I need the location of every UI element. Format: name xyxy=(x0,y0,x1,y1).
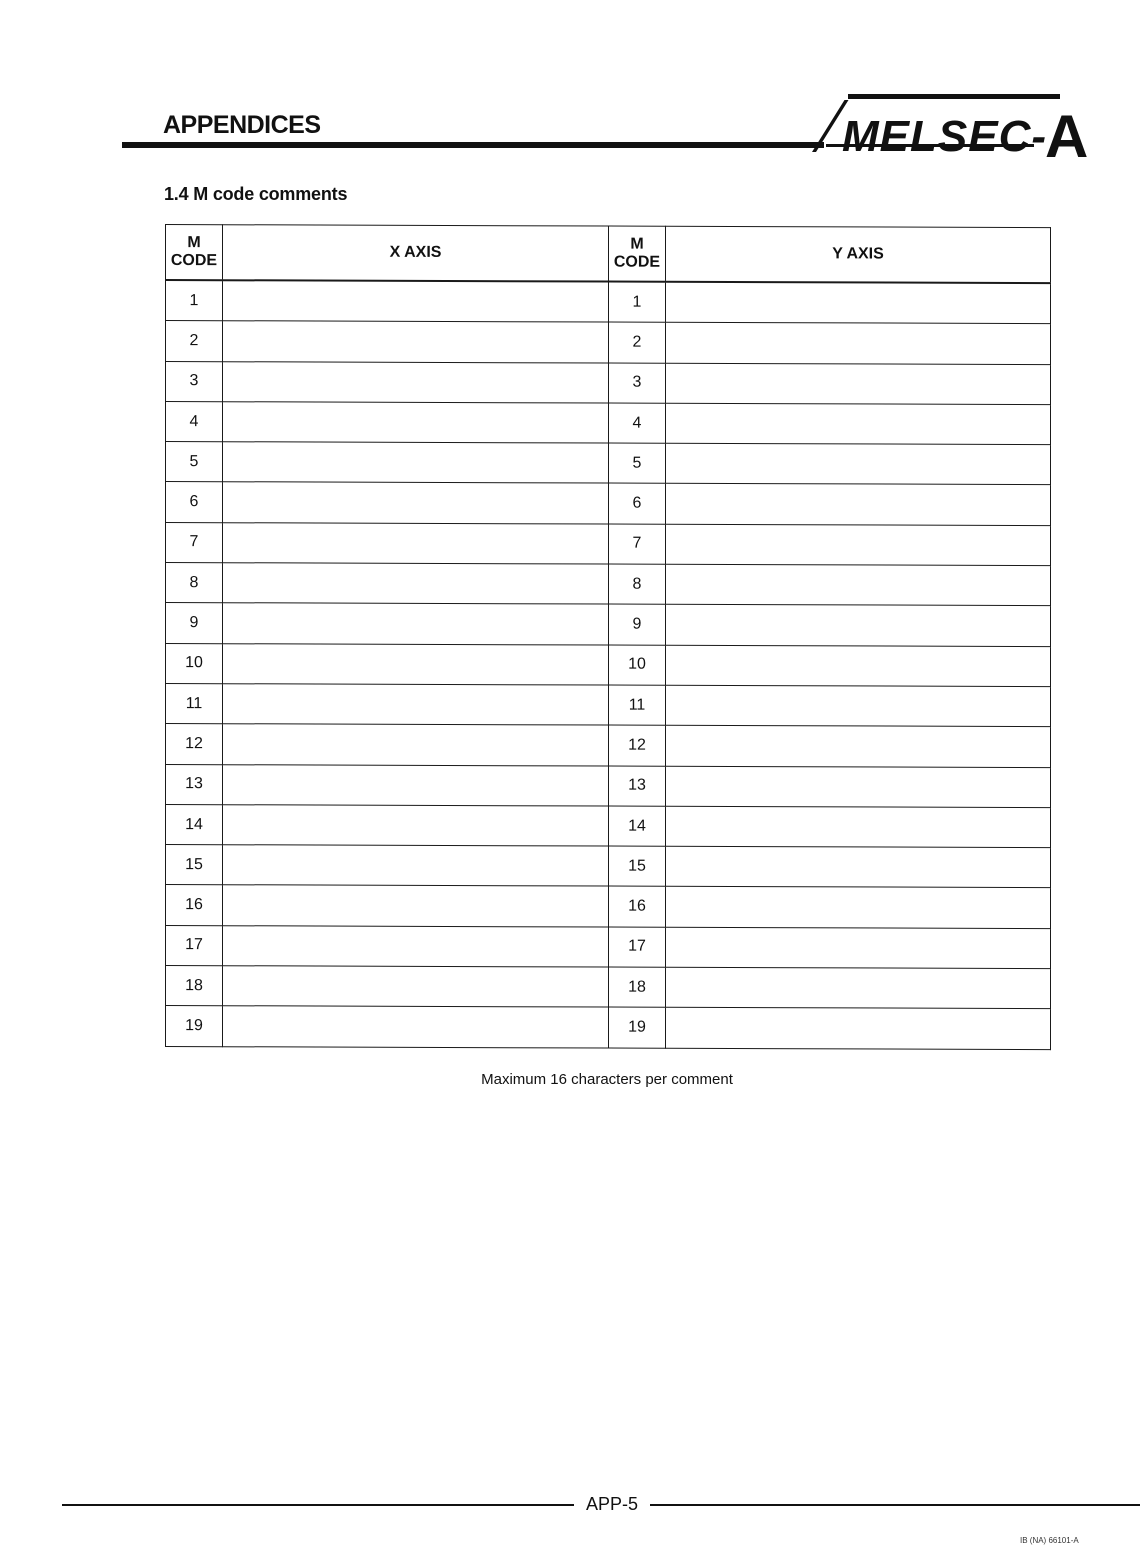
x-comment-cell[interactable] xyxy=(223,442,609,484)
y-comment-cell[interactable] xyxy=(666,927,1051,969)
table-row xyxy=(166,603,1051,646)
y-m-code-cell: 19 xyxy=(609,1007,666,1047)
x-comment-cell[interactable] xyxy=(223,361,609,403)
y-comment-cell[interactable] xyxy=(666,484,1051,526)
x-comment-cell[interactable] xyxy=(223,724,609,766)
x-comment-cell[interactable] xyxy=(223,845,609,887)
x-comment-cell[interactable] xyxy=(223,321,609,363)
m-code-comments-table xyxy=(165,224,1051,1050)
table-row xyxy=(166,280,1051,324)
table-row xyxy=(166,563,1051,606)
x-comment-cell[interactable] xyxy=(223,966,609,1008)
page-number: APP-5 xyxy=(585,1494,639,1514)
x-comment-cell[interactable] xyxy=(223,925,609,967)
x-m-code-cell: 19 xyxy=(166,1006,223,1046)
y-m-code-cell: 11 xyxy=(609,685,666,725)
x-comment-cell[interactable] xyxy=(223,885,609,927)
x-m-code-cell: 10 xyxy=(166,643,223,683)
y-comment-cell[interactable] xyxy=(666,766,1051,808)
table-note: Maximum 16 characters per comment xyxy=(481,1071,733,1088)
table-row xyxy=(166,401,1051,444)
section-title: 1.4 M code comments xyxy=(164,184,348,204)
table-row xyxy=(166,885,1051,928)
y-comment-cell[interactable] xyxy=(666,1008,1051,1050)
y-comment-cell[interactable] xyxy=(666,524,1051,566)
y-m-code-cell: 5 xyxy=(609,443,666,483)
brand-logo xyxy=(842,96,1090,170)
footer-rule-left xyxy=(62,1504,574,1506)
x-m-code-cell: 7 xyxy=(166,522,223,562)
y-m-code-cell: 8 xyxy=(609,564,666,604)
x-m-code-cell: 18 xyxy=(166,966,223,1006)
header-m-code-x-line2: CODE xyxy=(170,252,218,270)
y-m-code-cell: 1 xyxy=(609,282,666,323)
x-m-code-cell: 3 xyxy=(166,361,223,401)
y-comment-cell[interactable] xyxy=(666,806,1051,848)
footer-rule-right xyxy=(650,1504,1140,1506)
y-comment-cell[interactable] xyxy=(666,403,1051,445)
x-m-code-cell: 14 xyxy=(166,804,223,844)
table-body xyxy=(166,280,1051,1049)
x-comment-cell[interactable] xyxy=(223,563,609,605)
y-m-code-cell: 13 xyxy=(609,766,666,806)
y-comment-cell[interactable] xyxy=(666,846,1051,888)
table-row xyxy=(166,643,1051,686)
document-id: IB (NA) 66101-A xyxy=(1020,1536,1079,1545)
x-m-code-cell: 2 xyxy=(166,321,223,361)
header-x-axis: X AXIS xyxy=(223,225,609,282)
x-comment-cell[interactable] xyxy=(223,482,609,524)
y-m-code-cell: 7 xyxy=(609,524,666,564)
y-m-code-cell: 2 xyxy=(609,322,666,362)
x-m-code-cell: 12 xyxy=(166,724,223,764)
x-m-code-cell: 4 xyxy=(166,401,223,441)
table-row xyxy=(166,1006,1051,1049)
y-m-code-cell: 4 xyxy=(609,403,666,443)
x-comment-cell[interactable] xyxy=(223,402,609,444)
table-row xyxy=(166,804,1051,847)
x-m-code-cell: 9 xyxy=(166,603,223,643)
table-header-row xyxy=(166,225,1051,284)
x-comment-cell[interactable] xyxy=(223,603,609,645)
header-m-code-x-line1: M xyxy=(187,234,201,252)
x-comment-cell[interactable] xyxy=(223,280,609,322)
x-m-code-cell: 5 xyxy=(166,442,223,482)
x-comment-cell[interactable] xyxy=(223,805,609,847)
y-comment-cell[interactable] xyxy=(666,726,1051,768)
y-m-code-cell: 12 xyxy=(609,725,666,765)
table-row xyxy=(166,442,1051,485)
header-m-code-x xyxy=(166,225,223,281)
y-comment-cell[interactable] xyxy=(666,967,1051,1009)
x-comment-cell[interactable] xyxy=(223,643,609,685)
y-comment-cell[interactable] xyxy=(666,323,1051,365)
y-m-code-cell: 17 xyxy=(609,927,666,967)
table-row xyxy=(166,361,1051,404)
y-m-code-cell: 3 xyxy=(609,363,666,403)
table-row xyxy=(166,845,1051,888)
header-rule xyxy=(122,142,824,148)
y-comment-cell[interactable] xyxy=(666,564,1051,606)
x-m-code-cell: 17 xyxy=(166,925,223,965)
y-comment-cell[interactable] xyxy=(666,282,1051,324)
table-row xyxy=(166,683,1051,726)
x-comment-cell[interactable] xyxy=(223,684,609,726)
header-y-axis: Y AXIS xyxy=(666,226,1051,283)
y-comment-cell[interactable] xyxy=(666,887,1051,929)
y-comment-cell[interactable] xyxy=(666,645,1051,687)
table-row xyxy=(166,482,1051,525)
y-m-code-cell: 9 xyxy=(609,604,666,644)
y-comment-cell[interactable] xyxy=(666,605,1051,647)
x-m-code-cell: 11 xyxy=(166,683,223,723)
section-label: APPENDICES xyxy=(163,111,321,139)
y-comment-cell[interactable] xyxy=(666,363,1051,405)
x-m-code-cell: 8 xyxy=(166,563,223,603)
x-m-code-cell: 15 xyxy=(166,845,223,885)
table-row xyxy=(166,321,1051,364)
y-m-code-cell: 6 xyxy=(609,484,666,524)
x-comment-cell[interactable] xyxy=(223,1006,609,1048)
y-m-code-cell: 10 xyxy=(609,645,666,685)
x-m-code-cell: 13 xyxy=(166,764,223,804)
header-m-code-y xyxy=(609,226,666,282)
table-row xyxy=(166,966,1051,1009)
brand-suffix: A xyxy=(1045,103,1090,170)
x-comment-cell[interactable] xyxy=(223,522,609,564)
table-row xyxy=(166,925,1051,968)
brand-name: MELSEC- xyxy=(842,112,1047,161)
x-m-code-cell: 6 xyxy=(166,482,223,522)
table-row xyxy=(166,522,1051,565)
table-row xyxy=(166,724,1051,767)
x-m-code-cell: 16 xyxy=(166,885,223,925)
header-m-code-y-line1: M xyxy=(630,235,644,253)
header-m-code-y-line2: CODE xyxy=(613,253,661,271)
y-comment-cell[interactable] xyxy=(666,443,1051,485)
table-row xyxy=(166,764,1051,807)
y-comment-cell[interactable] xyxy=(666,685,1051,727)
x-m-code-cell: 1 xyxy=(166,280,223,321)
x-comment-cell[interactable] xyxy=(223,764,609,806)
y-m-code-cell: 16 xyxy=(609,887,666,927)
y-m-code-cell: 14 xyxy=(609,806,666,846)
y-m-code-cell: 18 xyxy=(609,967,666,1007)
y-m-code-cell: 15 xyxy=(609,846,666,886)
page-header xyxy=(0,0,1140,170)
